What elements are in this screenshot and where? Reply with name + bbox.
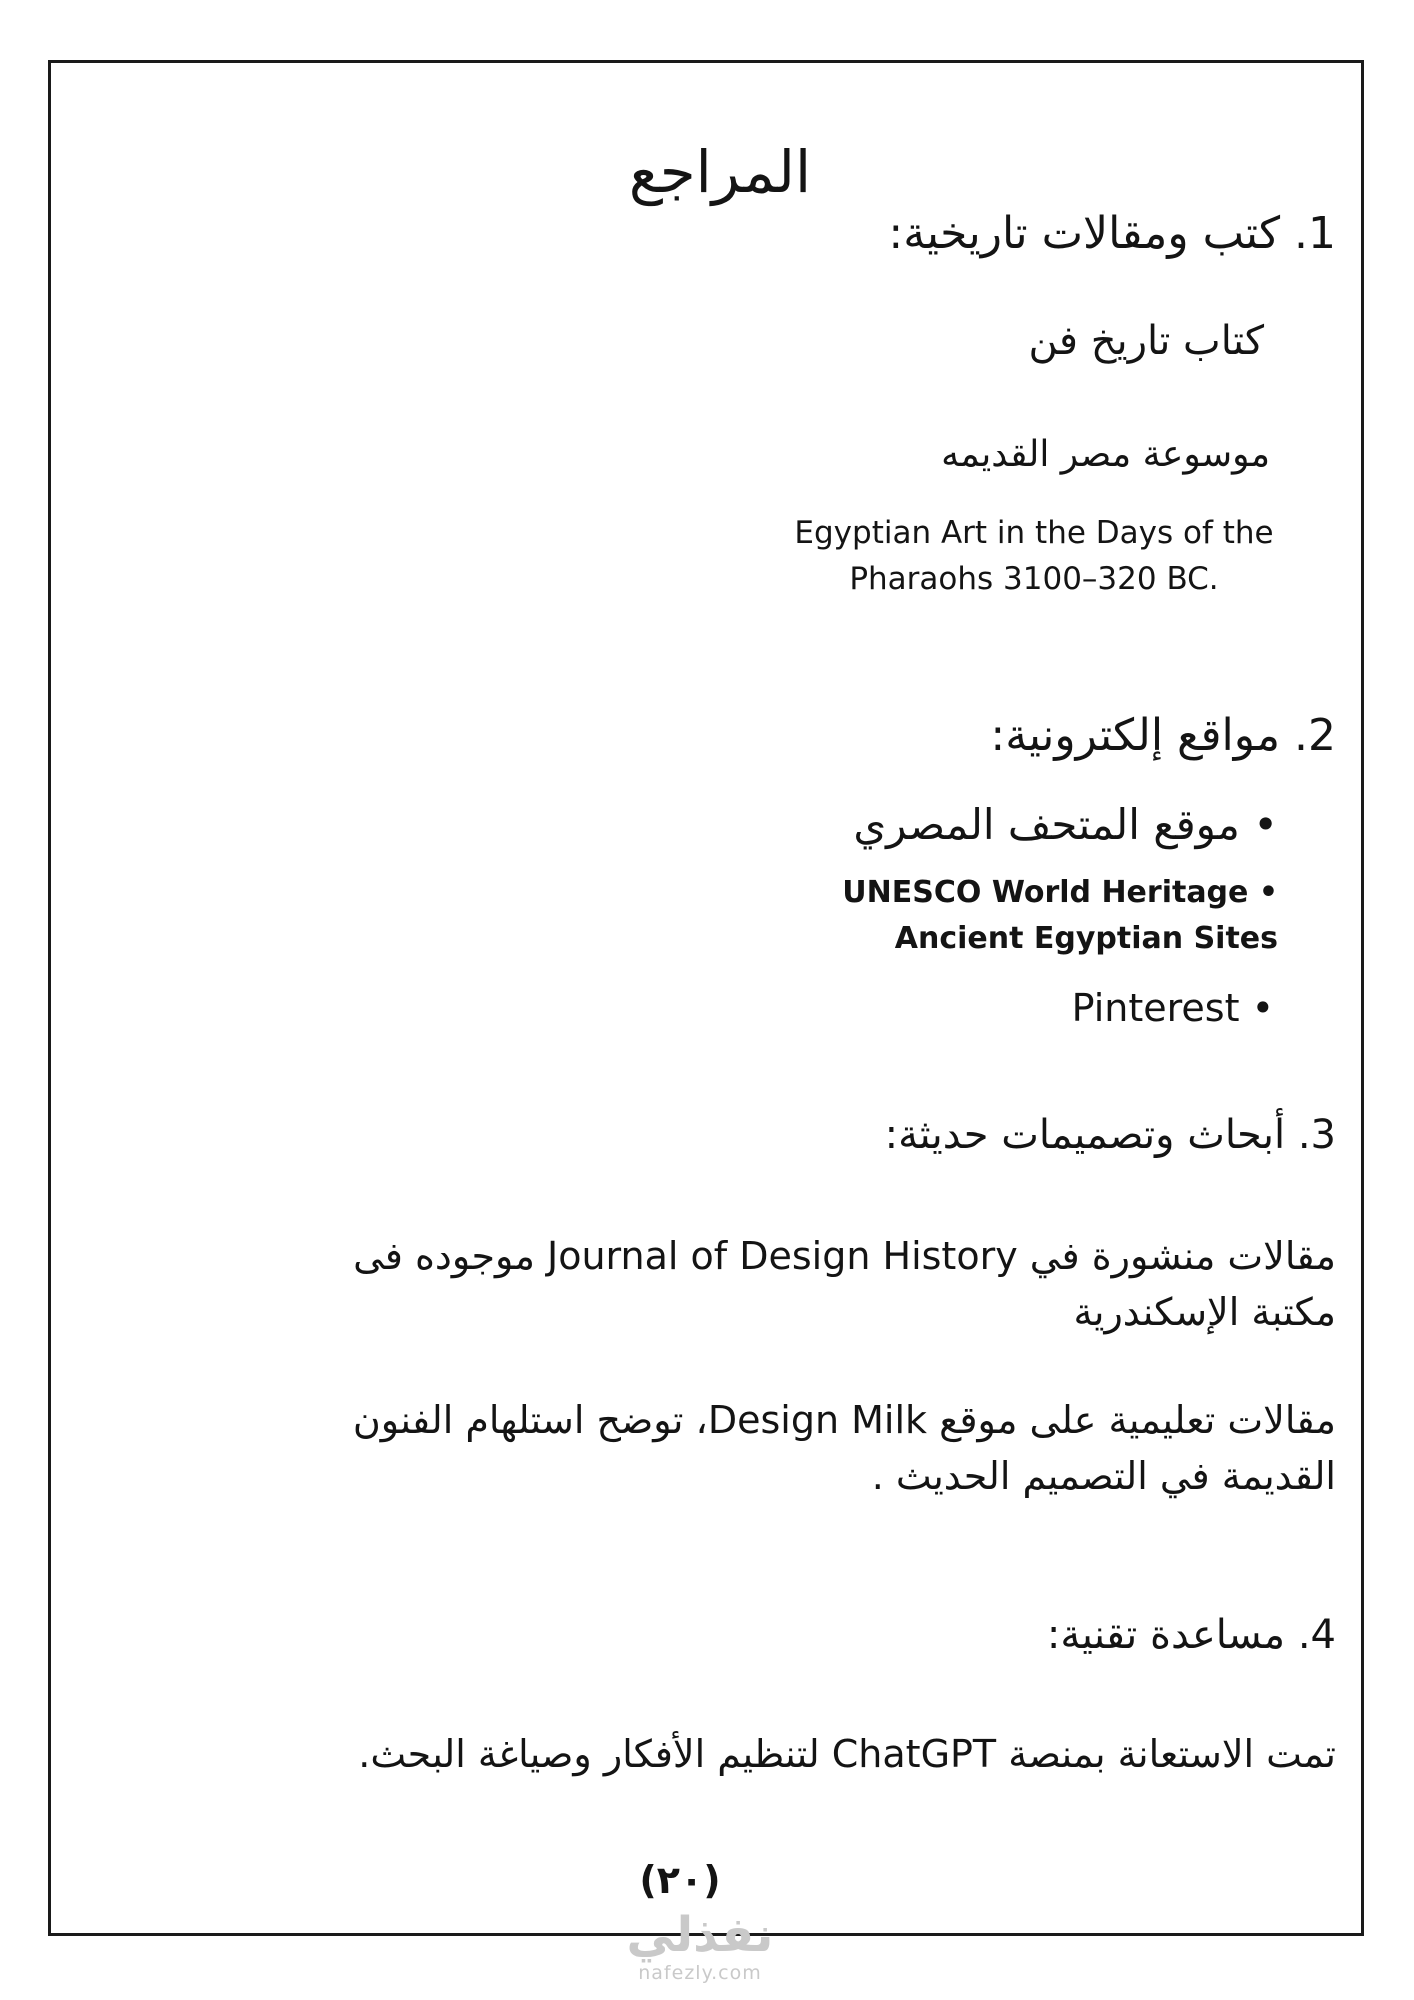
reference-ancient-egypt-encyclopedia: موسوعة مصر القديمه — [941, 434, 1270, 475]
watermark-url: nafezly.com — [638, 1962, 762, 1984]
watermark-logo-text: نفذلي — [626, 1907, 774, 1963]
section-4-heading: 4. مساعدة تقنية: — [1046, 1612, 1336, 1658]
reference-chatgpt: تمت الاستعانة بمنصة ChatGPT لتنظيم الأفكار وصياغة البحث. — [358, 1732, 1336, 1776]
section-2-heading: 2. مواقع إلكترونية: — [990, 710, 1336, 761]
reference-book-art-history: كتاب تاريخ فن — [1028, 318, 1264, 364]
reference-journal-design-history: مقالات منشورة في Journal of Design History موجوده فى مكتبة الإسكندرية — [353, 1234, 1336, 1334]
section-3-heading: 3. أبحاث وتصميمات حديثة: — [884, 1112, 1336, 1158]
nafezly-watermark — [600, 1908, 800, 1998]
reference-egyptian-art-book: Egyptian Art in the Days of the Pharaohs 3100–320 BC. — [794, 515, 1274, 597]
reference-pinterest: Pinterest • — [1071, 986, 1274, 1030]
reference-egyptian-museum-site: • موقع المتحف المصري — [853, 800, 1278, 849]
page-number: (٢٠) — [639, 1858, 721, 1902]
page-title: المراجع — [628, 138, 812, 206]
reference-design-milk: مقالات تعليمية على موقع Design Milk، توضح استلهام الفنون القديمة في التصميم الحديث . — [352, 1398, 1336, 1498]
section-1-heading: 1. كتب ومقالات تاريخية: — [888, 208, 1336, 259]
reference-unesco-site: UNESCO World Heritage • Ancient Egyptian Sites — [842, 875, 1278, 956]
